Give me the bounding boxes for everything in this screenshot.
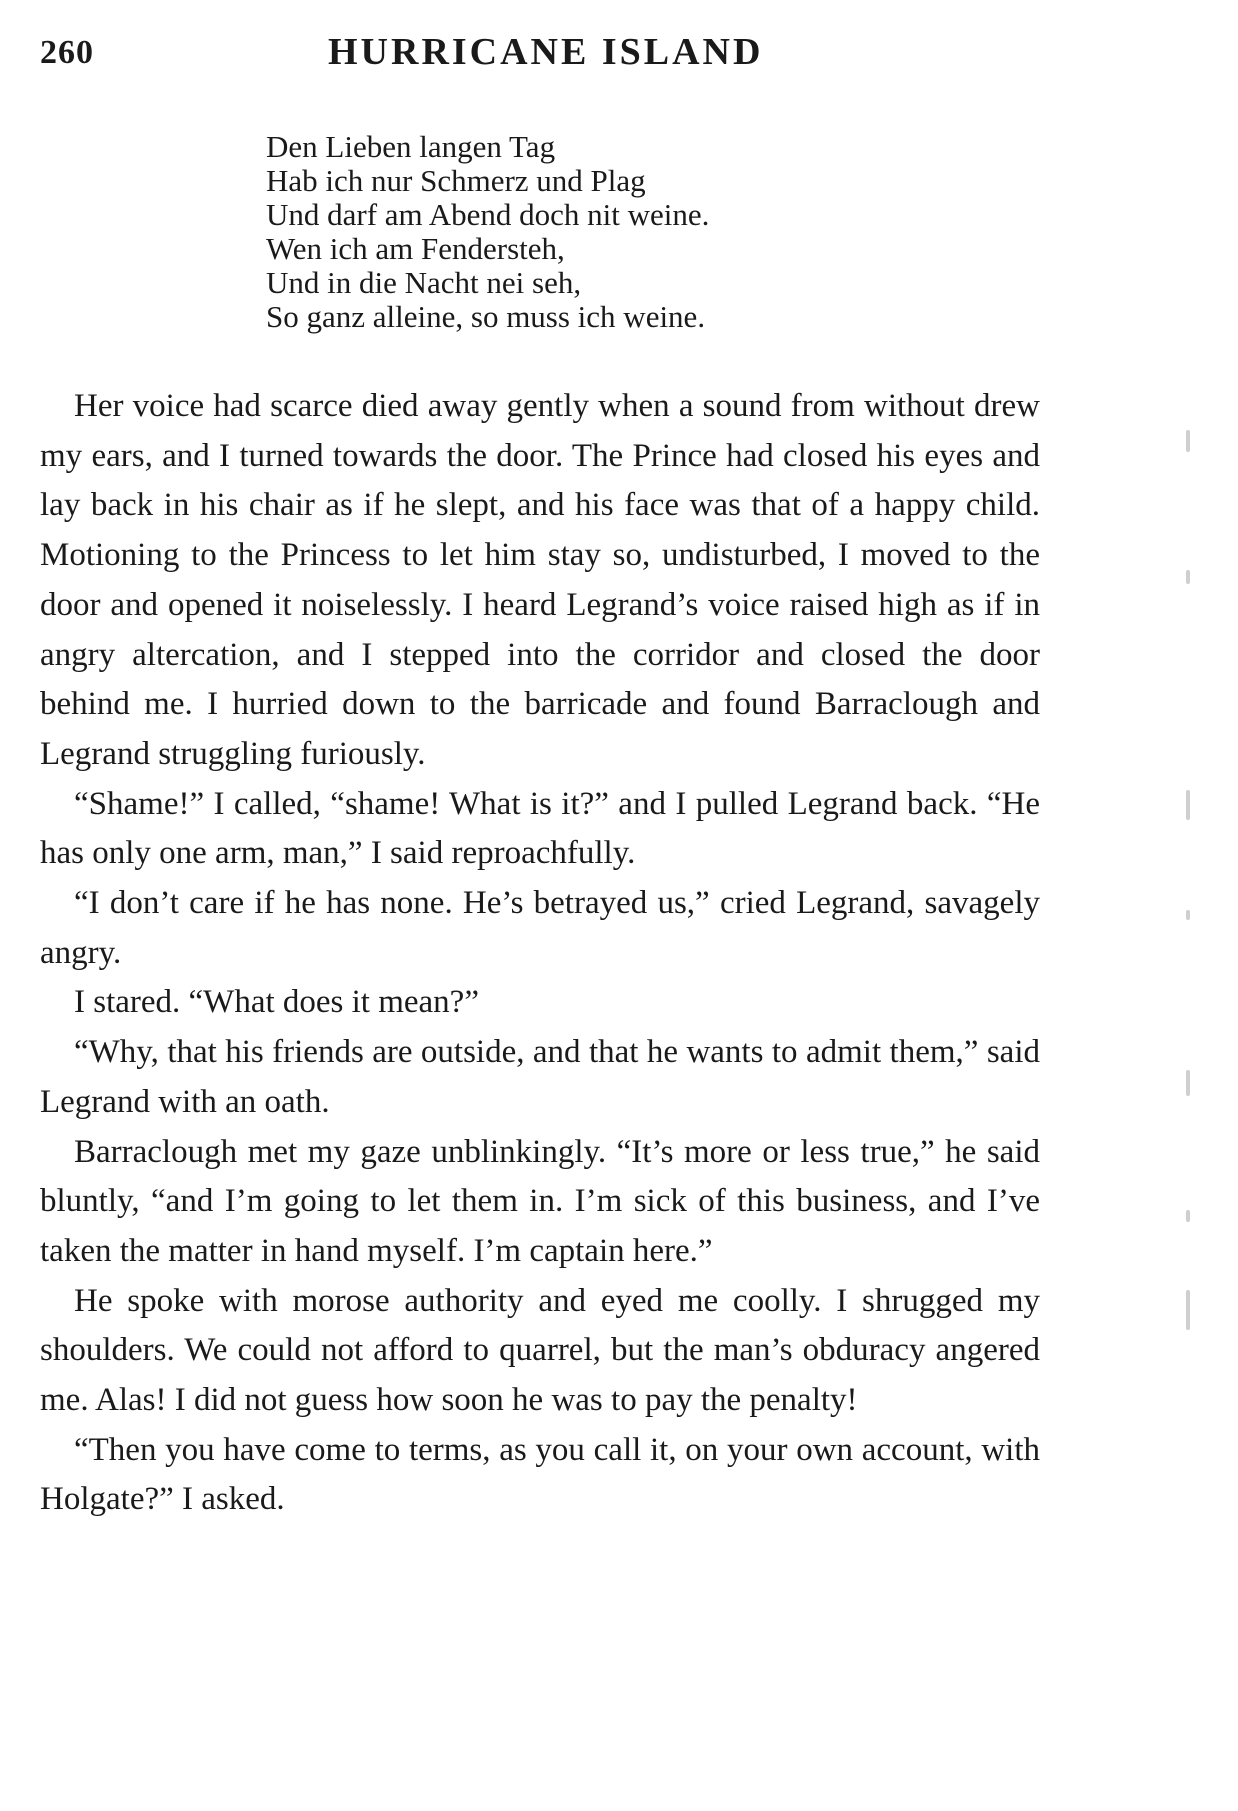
paragraph: “Shame!” I called, “shame! What is it?” and I pulled Legrand back. “He has only one arm, man,” I said reproachfully. bbox=[40, 785, 1040, 872]
paragraph: I stared. “What does it mean?” bbox=[74, 984, 479, 1021]
poem-line: Und darf am Abend doch nit weine. bbox=[266, 197, 710, 232]
scan-edge-artifacts bbox=[1178, 390, 1208, 1530]
scan-speck bbox=[1186, 570, 1190, 584]
page-number: 260 bbox=[40, 34, 94, 71]
scan-speck bbox=[1186, 790, 1190, 820]
paragraph: He spoke with morose authority and eyed me coolly. I shrugged my shoulders. We could not afford to quarrel, but the man’s obduracy angered me. Alas! I did not guess how soon he was to pay the penalty! bbox=[40, 1282, 1040, 1419]
scan-speck bbox=[1186, 1210, 1190, 1222]
scan-speck bbox=[1186, 1290, 1190, 1330]
paragraph: “I don’t care if he has none. He’s betrayed us,” cried Legrand, savagely angry. bbox=[40, 885, 1040, 971]
poem-line: So ganz alleine, so muss ich weine. bbox=[266, 299, 706, 334]
scan-speck bbox=[1186, 430, 1190, 452]
paragraph: “Then you have come to terms, as you call it, on your own account, with Holgate?” I asked. bbox=[40, 1431, 1040, 1518]
poem-line: Wen ich am Fendersteh, bbox=[266, 231, 565, 266]
poem-line: Hab ich nur Schmerz und Plag bbox=[266, 163, 646, 198]
running-title: HURRICANE ISLAND bbox=[328, 31, 764, 73]
paragraph: Barraclough met my gaze unblinkingly. “It’s more or less true,” he said bluntly, “and I’m going to let them in. I’m sick of this business, and I’ve taken the matter in hand myself. I’m captain here.” bbox=[40, 1133, 1040, 1269]
poem-line: Und in die Nacht nei seh, bbox=[266, 265, 582, 300]
scan-speck bbox=[1186, 910, 1190, 920]
body-text bbox=[40, 382, 1040, 1525]
scan-speck bbox=[1186, 1070, 1190, 1096]
poem-stanza bbox=[266, 130, 709, 334]
paragraph: Her voice had scarce died away gently when a sound from without drew my ears, and I turned towards the door. The Prince had closed his eyes and lay back in his chair as if he slept, and his face was that of a happy child. Motioning to the Princess to let him stay so, undisturbed, I moved to the door and opened it noiselessly. I heard Legrand’s voice raised high as if in angry altercation, and I stepped into the corridor and closed the door behind me. I hurried down to the barricade and found Barraclough and Legrand struggling furiously. bbox=[40, 388, 1040, 772]
page-header bbox=[40, 30, 1040, 80]
poem-line: Den Lieben langen Tag bbox=[266, 129, 556, 164]
paragraph: “Why, that his friends are outside, and that he wants to admit them,” said Legrand with an oath. bbox=[40, 1034, 1040, 1120]
